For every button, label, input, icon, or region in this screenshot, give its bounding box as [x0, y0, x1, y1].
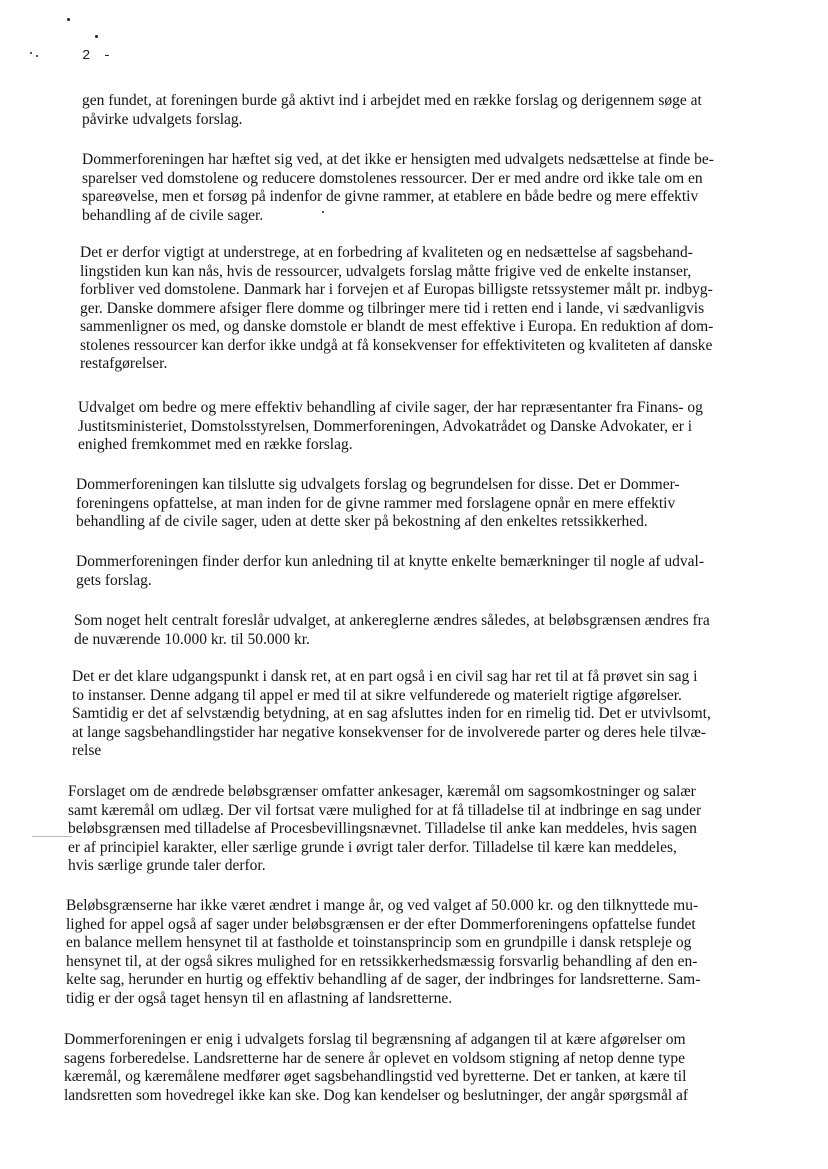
text-line: behandling af de civile sager. [82, 206, 264, 224]
text-line: tidig er der også taget hensyn til en aflastning af landsretterne. [66, 989, 453, 1007]
text-line: gen fundet, at foreningen burde gå aktivt ind i arbejdet med en række forslag og derigennem søge at [82, 92, 702, 109]
text-line: sparelser ved domstolene og reducere domstolenes ressourcer. Der er med andre ord ikke tale om en [82, 169, 703, 187]
text-line: Dommerforeningen har hæftet sig ved, at det ikke er hensigten med udvalgets nedsættelse at finde be- [82, 151, 714, 168]
text-line: Justitsministeriet, Domstolsstyrelsen, Dommerforeningen, Advokatrådet og Danske Advokater, er i [78, 417, 693, 435]
text-line: behandling af de civile sager, uden at dette sker på bekostning af den enkeltes retssikkerhed. [76, 513, 648, 530]
text-line: Forslaget om de ændrede beløbsgrænser omfatter ankesager, kæremål om sagsomkostninger og salær [68, 783, 696, 800]
text-line: relse [72, 742, 102, 759]
scan-speck [36, 55, 38, 57]
text-line: sagens forberedelse. Landsretterne har de senere år oplevet en voldsom stigning af netop denne type [64, 1049, 686, 1067]
text-line: en balance mellem hensynet til at fastholde et toinstansprincip som en grundpille i dansk retspleje og [66, 934, 692, 951]
text-line: samt kæremål om udlæg. Der vil fortsat være mulighed for at få tilladelse til at indbringe en sag under [68, 801, 702, 819]
text-line: Dommerforeningen er enig i udvalgets forslag til begrænsning af adgangen til at kære afgørelser om [64, 1031, 686, 1048]
text-line: Beløbsgrænserne har ikke været ændret i mange år, og ved valget af 50.000 kr. og den tilknyttede mu- [66, 897, 699, 914]
paragraph-5 [76, 476, 680, 532]
paragraph-3 [80, 244, 713, 374]
text-line: hvis særlige grunde taler derfor. [68, 857, 266, 874]
paragraph-7 [74, 612, 710, 649]
text-line: påvirke udvalgets forslag. [82, 110, 243, 128]
text-line: gets forslag. [76, 571, 152, 589]
paragraph-11 [64, 1031, 688, 1105]
text-line: sammenligner os med, og danske domstole er blandt de mest effektive i Europa. En reduktion af dom- [80, 318, 714, 335]
text-line: Samtidig er det af selvstændig betydning, at en sag afsluttes inden for en rimelig tid. Det er utvivlsomt, [72, 705, 711, 722]
text-line: stolenes ressourcer kan derfor ikke undgå at få konsekvenser for effektiviteten og kvaliteten af danske [80, 336, 713, 354]
text-line: beløbsgrænsen med tilladelse af Procesbevillingsnævnet. Tilladelse til anke kan meddeles, hvis sagen [68, 820, 697, 837]
text-line: spareøvelse, men et forsøg på indenfor de givne rammer, at etablere en både bedre og mere effektiv [82, 188, 699, 205]
text-line: at lange sagsbehandlingstider har negative konsekvenser for de involverede parter og deres hele tilvæ- [72, 723, 706, 741]
text-line: Det er derfor vigtigt at understrege, at en forbedring af kvaliteten og en nedsættelse af sagsbehand- [80, 244, 693, 261]
text-line: foreningens opfattelse, at man inden for de givne rammer med forslagene opnår en mere effektiv [76, 494, 676, 512]
text-line: landsretten som hovedregel ikke kan ske. Dog kan kendelser og beslutninger, der angår spørgsmål af [64, 1086, 689, 1104]
text-line: Som noget helt centralt foreslår udvalget, at ankereglerne ændres således, at beløbsgrænsen ændres fra [74, 612, 710, 629]
text-line: Det er det klare udgangspunkt i dansk ret, at en part også i en civil sag har ret til at få prøvet sin sag i [72, 668, 698, 685]
paragraph-4 [78, 399, 703, 455]
text-line: de nuværende 10.000 kr. til 50.000 kr. [74, 630, 310, 648]
text-line: Dommerforeningen kan tilslutte sig udvalgets forslag og begrundelsen for disse. Det er Dommer- [76, 476, 680, 493]
scan-speck [67, 18, 70, 21]
text-line: hensynet til, at der også sikres mulighed for en retssikkerhedsmæssig forsvarlig behandling af den en- [66, 952, 698, 970]
paragraph-6 [76, 553, 704, 590]
text-line: enighed fremkommet med en række forslag. [78, 436, 353, 453]
text-line: kæremål, og kæremålene medfører øget sagsbehandlingstid ved byretterne. Det er tanken, at kære til [64, 1068, 687, 1085]
text-line: ger. Danske dommere afsiger flere domme og tilbringer mere tid i retten end i lande, vi sædvanligvis [80, 299, 705, 317]
text-line: forbliver ved domstolene. Danmark har i forvejen et af Europas billigste retssystemer målt pr. indbyg- [80, 281, 713, 298]
text-line: lingstiden kun kan nås, hvis de ressourcer, udvalgets forslag måtte frigive ved de enkelte instanser, [80, 262, 692, 280]
page-number: 2 - [82, 48, 114, 64]
text-line: Udvalget om bedre og mere effektiv behandling af civile sager, der har repræsentanter fra Finans- og [78, 399, 703, 416]
paragraph-9 [68, 783, 701, 876]
text-line: Dommerforeningen finder derfor kun anledning til at knytte enkelte bemærkninger til nogle af udval- [76, 553, 704, 570]
scan-line [32, 836, 72, 837]
text-line: er af principiel karakter, eller særlige grunde i øvrigt taler derfor. Tilladelse til kære kan meddeles, [68, 838, 677, 856]
paragraph-2 [82, 151, 714, 225]
paragraph-8 [72, 668, 711, 761]
text-line: to instanser. Denne adgang til appel er med til at sikre velfunderede og materielt rigtige afgørelser. [72, 686, 682, 704]
text-line: restafgørelser. [80, 355, 168, 372]
scan-speck [95, 35, 98, 38]
scan-speck [30, 52, 32, 54]
text-line: lighed for appel også af sager under beløbsgrænsen er der efter Dommerforeningens opfattelse fundet [66, 915, 696, 933]
text-line: kelte sag, herunder en hurtig og effektiv behandling af de sager, der indbringes for landsretterne. Sam- [66, 971, 701, 988]
paragraph-1 [82, 92, 702, 129]
paragraph-10 [66, 897, 700, 1008]
